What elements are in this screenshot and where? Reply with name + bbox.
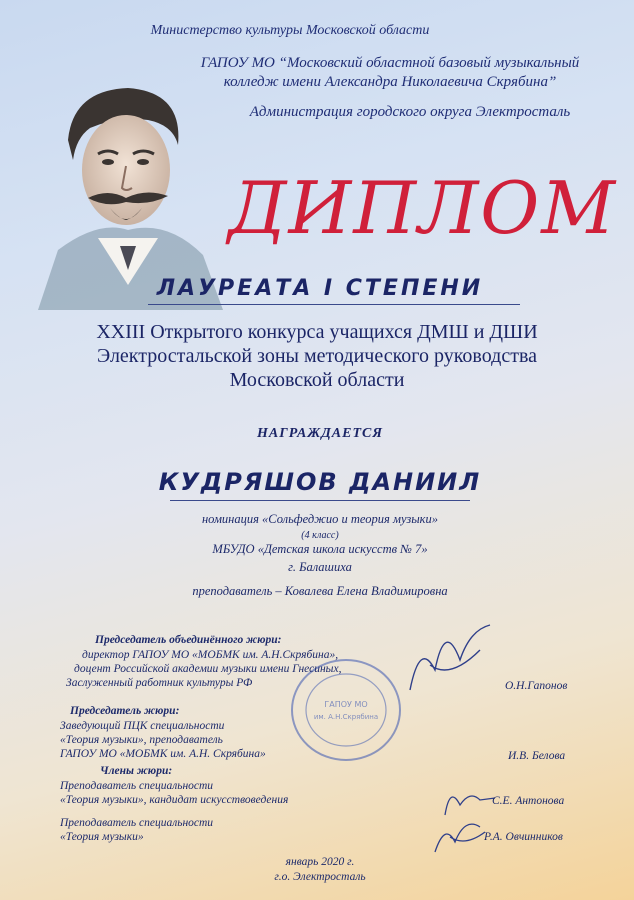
school: МБУДО «Детская школа искусств № 7» — [212, 542, 428, 556]
jury-chair-line-1: директор ГАПОУ МО «МОБМК им. А.Н.Скрябина», — [82, 649, 339, 661]
footer-date: январь 2020 г. — [285, 856, 355, 868]
diploma-title: ДИПЛОМ — [228, 166, 617, 250]
jury-second-line-2: «Теория музыки», преподаватель — [60, 734, 223, 746]
jury-second-line-1: Заведующий ПЦК специальности — [60, 720, 225, 732]
contest-line-3: Московской области — [229, 369, 405, 391]
jury-members-heading: Члены жюри: — [100, 765, 173, 777]
college-line-2: колледж имени Александра Николаевича Скрябина” — [223, 74, 557, 90]
college-line-1: ГАПОУ МО “Московский областной базовый музыкальный — [200, 55, 580, 71]
jury-second-line-3: ГАПОУ МО «МОБМК им. А.Н. Скрябина» — [60, 748, 266, 760]
jury-chair-name: О.Н.Гапонов — [505, 680, 568, 692]
jury-chair-line-2: доцент Российской академии музыки имени Гнесиных, — [74, 663, 342, 675]
grade: (4 класс) — [301, 530, 339, 541]
footer-city: г.о. Электросталь — [274, 871, 366, 883]
jury-member2-line-1: Преподаватель специальности — [60, 817, 214, 829]
jury-second-name: И.В. Белова — [508, 750, 566, 762]
jury-second-heading: Председатель жюри: — [70, 705, 180, 717]
svg-text:им. А.Н.Скрябина: им. А.Н.Скрябина — [313, 713, 379, 721]
awarded-label: НАГРАЖДАЕТСЯ — [257, 426, 383, 441]
teacher: преподаватель – Ковалева Елена Владимировна — [192, 584, 448, 598]
jury-member2-line-2: «Теория музыки» — [60, 831, 144, 843]
administration-line: Администрация городского округа Электросталь — [249, 104, 571, 120]
city: г. Балашиха — [288, 560, 352, 574]
nomination: номинация «Сольфеджио и теория музыки» — [201, 512, 439, 526]
contest-line-1: XXIII Открытого конкурса учащихся ДМШ и ДШИ — [96, 321, 538, 343]
laureate-underline — [148, 304, 520, 305]
winner-underline — [170, 500, 470, 501]
jury-member1-line-1: Преподаватель специальности — [60, 780, 214, 792]
svg-text:ГАПОУ МО: ГАПОУ МО — [324, 700, 368, 709]
signature-chair — [400, 610, 500, 700]
jury-chair-heading: Председатель объединённого жюри: — [95, 634, 282, 646]
contest-line-2: Электростальской зоны методического руководства — [97, 345, 537, 367]
winner-name: КУДРЯШОВ ДАНИИЛ — [158, 468, 482, 496]
ministry-line: Министерство культуры Московской области — [150, 23, 430, 38]
jury-member1-name: С.Е. Антонова — [492, 795, 565, 807]
jury-member1-line-2: «Теория музыки», кандидат искусствоведения — [60, 794, 289, 806]
signature-ovchinnikov — [430, 812, 490, 857]
laureate-degree: ЛАУРЕАТА I СТЕПЕНИ — [156, 276, 484, 301]
jury-member2-name: Р.А. Овчинников — [484, 831, 563, 843]
jury-chair-line-3: Заслуженный работник культуры РФ — [66, 677, 253, 689]
contest-description — [20, 320, 614, 392]
portrait-image — [28, 70, 228, 310]
